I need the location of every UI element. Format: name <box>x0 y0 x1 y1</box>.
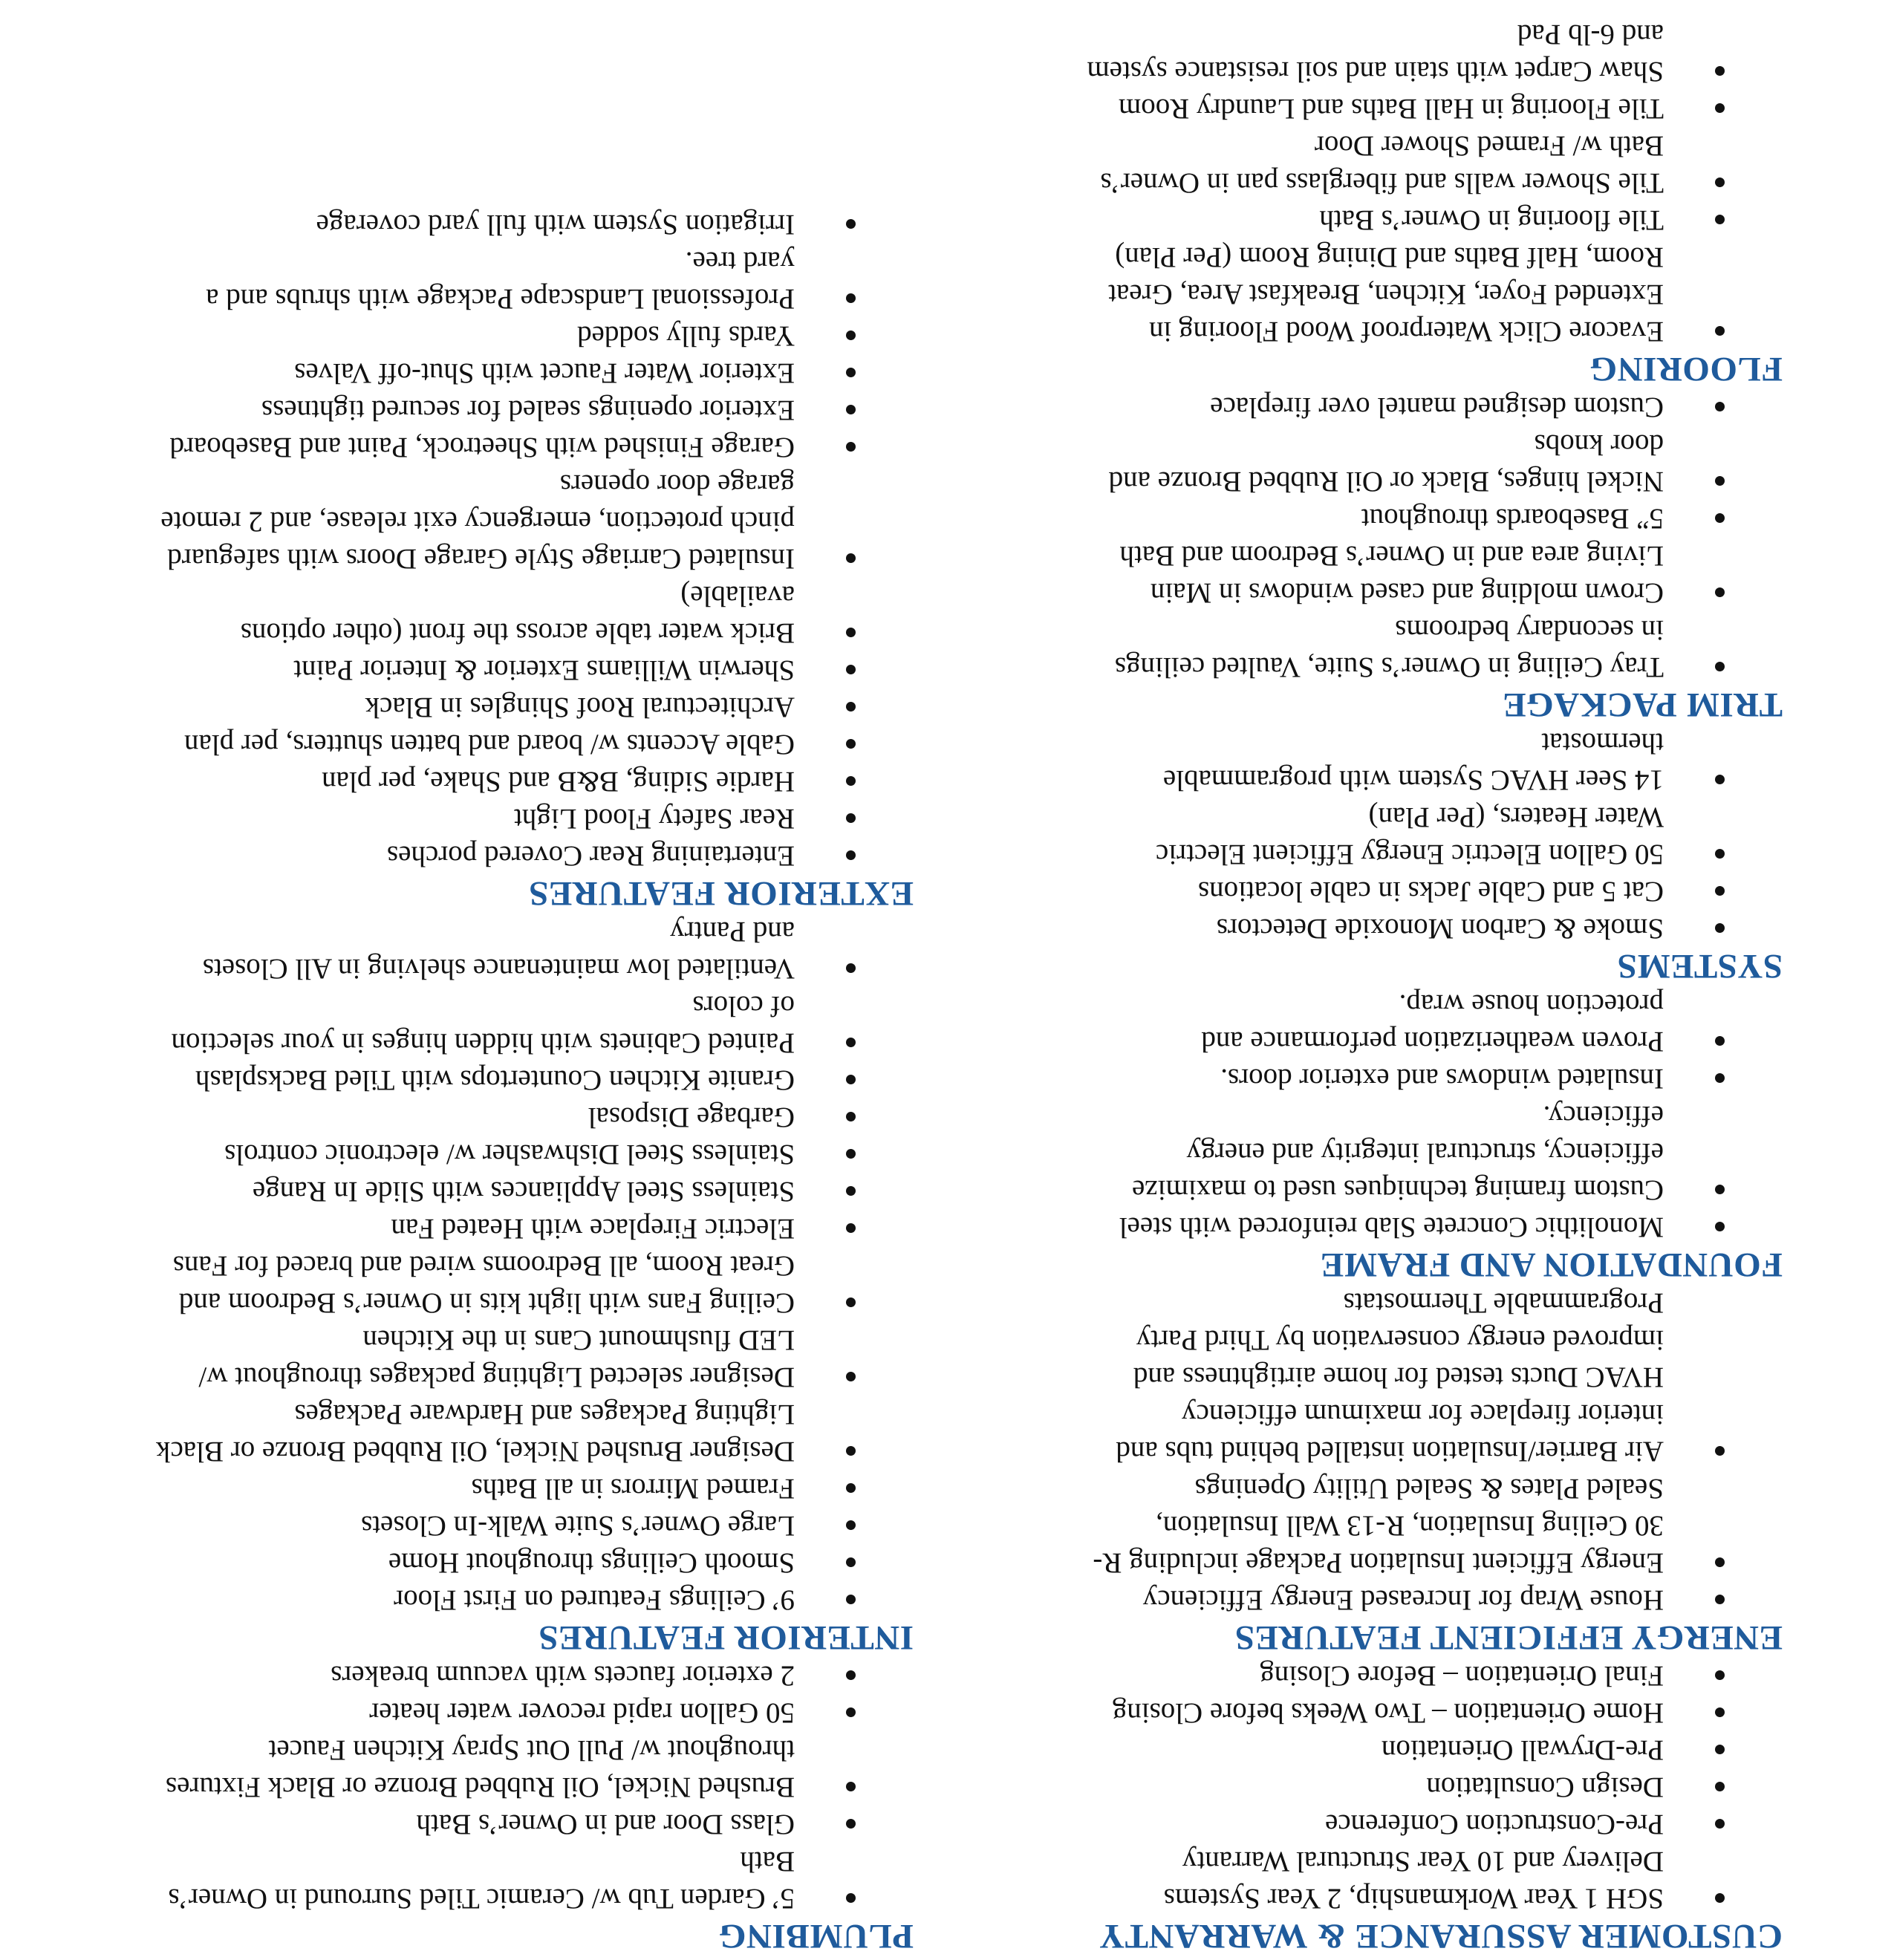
list-item-text: 5’ Garden Tub w/ Ceramic Tiled Surround in Owner’s Bath <box>168 1846 795 1915</box>
list-item-text: 50 Gallon Electric Energy Efficient Electric Water Heaters, (Per Plan) <box>1155 801 1664 870</box>
list-item-text: Insulated windows and exterior doors. <box>1220 1063 1664 1095</box>
list-item <box>936 910 1783 947</box>
section-customer-assurance-warranty <box>936 1657 1783 1956</box>
list-item-text: Rear Safety Flood Light <box>513 803 795 835</box>
list-item <box>67 1098 914 1136</box>
list-item <box>67 688 914 726</box>
list-item <box>67 763 914 800</box>
list-item-text: Glass Door and in Owner’s Bath <box>416 1808 795 1840</box>
list-item <box>67 1470 914 1507</box>
list-item-text: Sherwin Williams Exterior & Interior Paint <box>293 654 795 686</box>
list-item <box>67 1321 914 1396</box>
list-item-text: Home Orientation – Two Weeks before Closing <box>1112 1697 1664 1729</box>
list-item-text: Granite Kitchen Countertops with Tiled Backsplash <box>195 1064 795 1096</box>
list-item <box>936 798 1783 873</box>
list-item-text: Exterior openings sealed for secured tightness <box>261 394 795 426</box>
list-item-text: House Wrap for Increased Energy Efficiency <box>1142 1584 1664 1616</box>
bullet-icon <box>846 1670 856 1680</box>
bullet-icon <box>1715 1446 1725 1456</box>
right-column <box>67 206 914 1956</box>
section-heading: FLOORING <box>1589 350 1783 388</box>
section-energy-efficient-features <box>936 1284 1783 1657</box>
bullet-icon <box>1715 1893 1725 1903</box>
bullet-icon <box>846 1520 856 1530</box>
list-item-text: Designer Brushed Nickel, Oil Rubbed Bronze or Black Lighting Packages and Hardware Packages <box>156 1399 795 1468</box>
bullet-icon <box>846 1149 856 1159</box>
list-item <box>67 317 914 354</box>
bullet-icon <box>1715 1222 1725 1231</box>
bullet-icon <box>1715 1819 1725 1829</box>
list-item <box>67 1806 914 1843</box>
list-item-text: Custom designed mantel over fireplace <box>1210 391 1664 423</box>
list-item-text: Ventilated low maintenance shelving in All Closets and Pantry <box>202 916 795 985</box>
bullet-icon <box>846 702 856 712</box>
bullet-icon <box>846 1782 856 1791</box>
bullet-icon <box>846 219 856 229</box>
bullet-icon <box>1715 1185 1725 1194</box>
left-column <box>936 16 1783 1956</box>
bullet-icon <box>1715 886 1725 896</box>
list-item <box>936 1843 1783 1917</box>
bullet-icon <box>1715 1745 1725 1754</box>
bullet-icon <box>846 368 856 377</box>
list-item-text: Stainless Steel Dishwasher w/ electronic controls <box>224 1139 795 1171</box>
bullet-icon <box>846 665 856 674</box>
bullet-icon <box>846 1372 856 1381</box>
feature-list <box>67 1657 914 1917</box>
bullet-icon <box>1715 513 1725 523</box>
bullet-icon <box>1715 1670 1725 1680</box>
list-item <box>67 1694 914 1731</box>
bullet-icon <box>846 1893 856 1903</box>
bullet-icon <box>846 1819 856 1829</box>
list-item-text: Architectural Roof Shingles in Black <box>365 691 795 723</box>
list-item-text: Entertaining Rear Covered porches <box>386 840 795 872</box>
list-item-text: Tile flooring in Owner’s Bath <box>1319 204 1664 236</box>
bullet-icon <box>1715 1036 1725 1046</box>
list-item <box>67 651 914 688</box>
list-item <box>936 611 1783 686</box>
feature-list <box>936 724 1783 947</box>
list-item-text: Custom framing techniques used to maximize efficiency, structural integrity and energy efficiency. <box>1132 1100 1664 1206</box>
section-heading: SYSTEMS <box>1617 947 1783 986</box>
list-item-text: 9’ Ceilings Featured on First Floor <box>394 1584 795 1616</box>
list-item <box>936 388 1783 426</box>
list-item <box>67 837 914 874</box>
section-heading: ENERGY EFFICIENT FEATURES <box>1234 1618 1783 1657</box>
list-item-text: SGH 1 Year Workmanship, 2 Year Systems Delivery and 10 Year Structural Warranty <box>1163 1846 1664 1915</box>
bullet-icon <box>1715 1073 1725 1083</box>
feature-list <box>67 206 914 874</box>
list-item-text: 14 Seer HVAC System with programmable thermostat <box>1162 727 1664 796</box>
list-item <box>67 1731 914 1806</box>
list-item-text: Pre-Drywall Orientation <box>1381 1734 1664 1766</box>
bullet-icon <box>1715 1595 1725 1604</box>
section-foundation-and-frame <box>936 986 1783 1284</box>
list-item <box>67 726 914 763</box>
list-item-text: 50 Gallon rapid recover water heater <box>369 1697 795 1729</box>
list-item <box>936 90 1783 127</box>
bullet-icon <box>846 850 856 860</box>
list-item <box>936 16 1783 90</box>
list-item <box>67 1581 914 1618</box>
list-item <box>936 426 1783 500</box>
list-item-text: Stainless Steel Appliances with Slide In Range <box>252 1176 795 1208</box>
list-item <box>936 986 1783 1060</box>
bullet-icon <box>1715 849 1725 859</box>
feature-list <box>936 986 1783 1246</box>
list-item <box>936 1694 1783 1731</box>
bullet-icon <box>846 1557 856 1567</box>
list-item-text: Energy Efficient Insulation Package including R- 30 Ceiling Insulation, R-13 Wall Insulation, Sealed Plates & Sealed Utility Openings <box>1093 1473 1664 1579</box>
list-item-text: Air Barrier/Insulation installed behind tubs and interior fireplace for maximum efficiency HVAC Ducts tested for home airtightness and improved energy conservation by Third Party Programmable Thermostats <box>1116 1287 1664 1468</box>
feature-list <box>936 1284 1783 1618</box>
list-item-text: Brick water table across the front (other options available) <box>240 580 795 649</box>
section-interior-features <box>67 913 914 1657</box>
section-flooring <box>936 16 1783 388</box>
list-item <box>67 577 914 651</box>
bullet-icon <box>846 1186 856 1196</box>
list-item <box>936 537 1783 611</box>
list-item-text: Final Orientation – Before Closing <box>1260 1660 1664 1692</box>
list-item-text: Insulated Carriage Style Garage Doors with safeguard pinch protection, emergency exit release, and 2 remote garage door openers <box>160 469 795 575</box>
list-item-text: Evacore Click Waterproof Wood Flooring in Extended Foyer, Kitchen, Breakfast Area, Great Room, Half Baths and Dining Room (Per Plan) <box>1108 241 1664 348</box>
bullet-icon <box>1715 923 1725 933</box>
list-item <box>67 1544 914 1581</box>
list-item <box>67 987 914 1061</box>
feature-list <box>67 913 914 1618</box>
list-item-text: Tile Flooring in Hall Baths and Laundry Room <box>1118 93 1664 125</box>
list-item-text: Ceiling Fans with light kits in Owner’s Bedroom and Great Room, all Bedrooms wired and braced for Fans <box>172 1250 795 1319</box>
bullet-icon <box>846 963 856 973</box>
list-item-text: Brushed Nickel, Oil Rubbed Bronze or Black Fixtures throughout w/ Pull Out Spray Kitchen Faucet <box>165 1734 795 1803</box>
list-item-text: Garbage Disposal <box>588 1101 795 1133</box>
list-item <box>936 1731 1783 1768</box>
list-item-text: Exterior Water Faucet with Shut-off Valves <box>294 357 795 389</box>
list-item-text: Tile Shower walls and fiberglass pan in Owner’s Bath w/ Framed Shower Door <box>1100 130 1664 199</box>
list-item-text: Design Consultation <box>1426 1771 1664 1803</box>
list-item <box>936 1768 1783 1806</box>
bullet-icon <box>846 1075 856 1084</box>
bullet-icon <box>846 331 856 340</box>
list-item <box>936 1581 1783 1618</box>
list-item-text: Hardie Siding, B&B and Shake, per plan <box>322 766 795 798</box>
bullet-icon <box>1715 1707 1725 1717</box>
bullet-icon <box>846 293 856 303</box>
list-item <box>67 391 914 429</box>
list-item <box>936 1060 1783 1097</box>
list-item <box>67 1507 914 1544</box>
list-item-text: Framed Mirrors in all Baths <box>471 1473 795 1505</box>
bullet-icon <box>846 1483 856 1493</box>
list-item-text: Professional Landscape Package with shrubs and a yard tree. <box>206 246 795 315</box>
list-item-text: Cat 5 and Cable Jacks in cable locations <box>1197 876 1664 908</box>
bullet-icon <box>846 1298 856 1307</box>
bullet-icon <box>1715 66 1725 76</box>
section-trim-package <box>936 388 1783 724</box>
list-item-text: Electric Fireplace with Heated Fan <box>391 1213 795 1245</box>
list-item-text: Proven weatherization performance and protection house wrap. <box>1201 989 1664 1058</box>
list-item <box>67 1061 914 1098</box>
list-item-text: Smooth Ceilings throughout Home <box>388 1547 795 1579</box>
list-item-text: Tray Ceiling in Owner’s Suite, Vaulted ceilings in secondary bedrooms <box>1114 614 1664 683</box>
list-item <box>936 127 1783 201</box>
list-item <box>936 873 1783 910</box>
bullet-icon <box>1715 402 1725 411</box>
list-item-text: Designer selected Lighting packages throughout w/ LED flushmount Cans in the Kitchen <box>198 1324 795 1393</box>
list-item <box>67 913 914 987</box>
list-item <box>936 201 1783 238</box>
list-item-text: Pre-Construction Conference <box>1325 1808 1664 1840</box>
bullet-icon <box>846 1595 856 1604</box>
section-heading: PLUMBING <box>718 1917 914 1956</box>
list-item <box>67 466 914 577</box>
list-item <box>67 1843 914 1917</box>
section-heading: TRIM PACKAGE <box>1502 686 1783 724</box>
list-item <box>67 1247 914 1321</box>
list-item-text: Smoke & Carbon Monoxide Detectors <box>1216 913 1664 945</box>
list-item <box>936 1284 1783 1470</box>
bullet-icon <box>1715 326 1725 336</box>
bullet-icon <box>846 1112 856 1121</box>
list-item <box>67 1657 914 1694</box>
bullet-icon <box>846 813 856 823</box>
bullet-icon <box>846 628 856 637</box>
bullet-icon <box>1715 215 1725 224</box>
list-item <box>67 1210 914 1247</box>
list-item <box>936 500 1783 537</box>
list-item-text: Irrigation System with full yard coverage <box>316 209 795 241</box>
section-systems <box>936 724 1783 986</box>
list-item <box>936 1208 1783 1246</box>
list-item <box>67 1173 914 1210</box>
list-item <box>67 354 914 391</box>
bullet-icon <box>1715 775 1725 784</box>
list-item-text: Garage Finished with Sheetrock, Paint and Baseboard <box>169 432 795 463</box>
list-item-text: Nickel hinges, Black or Oil Rubbed Bronze and door knobs <box>1108 429 1664 498</box>
bullet-icon <box>846 442 856 452</box>
feature-list <box>936 388 1783 686</box>
list-item <box>67 800 914 837</box>
bullet-icon <box>846 405 856 414</box>
list-item <box>936 1097 1783 1208</box>
list-item <box>936 1806 1783 1843</box>
bullet-icon <box>1715 178 1725 187</box>
list-item-text: 5” Baseboards throughout <box>1361 503 1664 535</box>
bullet-icon <box>846 1446 856 1456</box>
bullet-icon <box>1715 662 1725 671</box>
list-item-text: Monolithic Concrete Slab reinforced with steel <box>1119 1211 1664 1243</box>
list-item-text: Crown molding and cased windows in Main Living area and in Owner’s Bedroom and Bath <box>1119 540 1664 609</box>
bullet-icon <box>846 1707 856 1717</box>
bullet-icon <box>1715 587 1725 597</box>
bullet-icon <box>1715 1557 1725 1567</box>
bullet-icon <box>846 776 856 786</box>
section-exterior-features <box>67 206 914 913</box>
list-item-text: Yards fully sodded <box>577 320 795 352</box>
section-heading: INTERIOR FEATURES <box>538 1618 914 1657</box>
section-plumbing <box>67 1657 914 1956</box>
section-heading: EXTERIOR FEATURES <box>528 874 914 913</box>
list-item-text: Painted Cabinets with hidden hinges in your selection of colors <box>171 990 795 1059</box>
list-item <box>67 206 914 243</box>
list-item-text: 2 exterior faucets with vacuum breakers <box>331 1660 795 1692</box>
list-item-text: Shaw Carpet with stain and soil resistance system and 6-lb Pad <box>1087 19 1664 88</box>
list-item <box>67 429 914 466</box>
bullet-icon <box>1715 103 1725 113</box>
list-item <box>936 724 1783 798</box>
list-item <box>67 1396 914 1470</box>
bullet-icon <box>846 739 856 749</box>
list-item <box>936 1657 1783 1694</box>
list-item <box>67 1136 914 1173</box>
section-heading: FOUNDATION AND FRAME <box>1320 1246 1783 1284</box>
list-item <box>936 238 1783 350</box>
bullet-icon <box>1715 1782 1725 1791</box>
list-item-text: Large Owner’s Suite Walk-In Closets <box>361 1510 795 1542</box>
bullet-icon <box>846 1223 856 1233</box>
bullet-icon <box>846 553 856 563</box>
section-heading: CUSTOMER ASSURANCE & WARRANTY <box>1099 1917 1783 1956</box>
bullet-icon <box>1715 476 1725 486</box>
list-item <box>936 1470 1783 1581</box>
feature-list <box>936 1657 1783 1917</box>
list-item <box>67 243 914 317</box>
feature-list <box>936 16 1783 350</box>
bullet-icon <box>846 1038 856 1047</box>
list-item-text: Gable Accents w/ board and batten shutters, per plan <box>184 729 795 761</box>
